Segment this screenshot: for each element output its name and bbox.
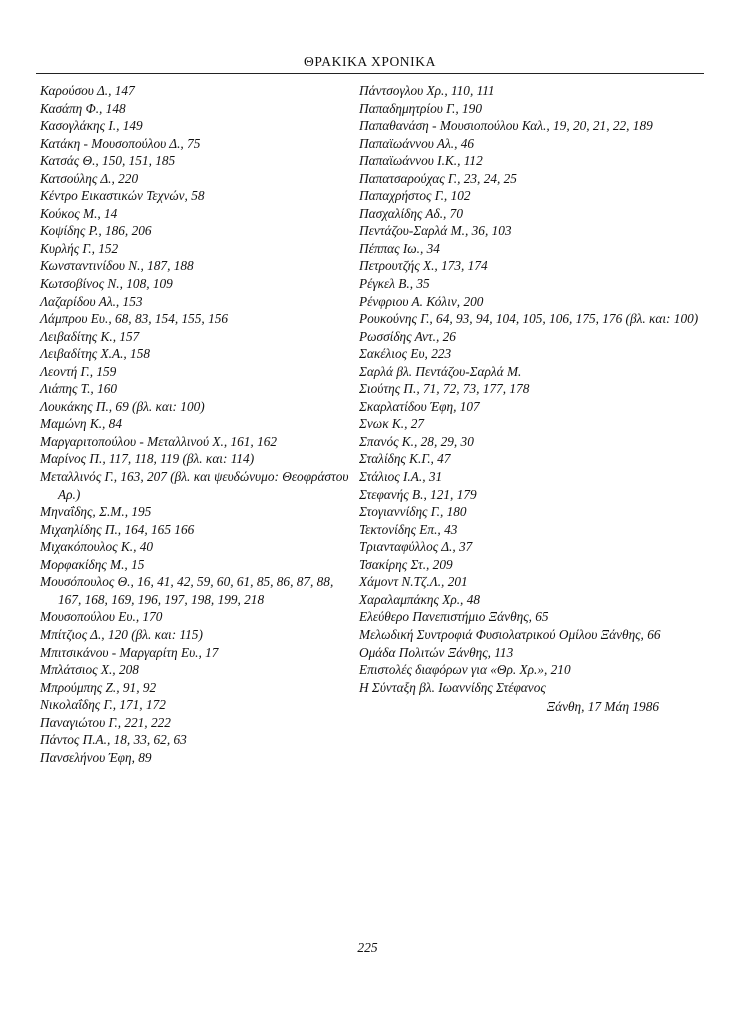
index-entry: Κωνσταντινίδου Ν., 187, 188 <box>40 258 194 274</box>
index-entry: Κούκος Μ., 14 <box>40 205 118 221</box>
index-entry: Σαρλά βλ. Πεντάζου-Σαρλά Μ. <box>359 363 522 379</box>
index-entry: Μαργαριτοπούλου - Μεταλλινού Χ., 161, 162 <box>40 433 278 449</box>
index-entry: Λεοντή Γ., 159 <box>40 363 117 379</box>
index-entry: Παναγιώτου Γ., 221, 222 <box>40 714 171 730</box>
index-entry: Παπαδημητρίου Γ., 190 <box>359 100 482 116</box>
index-entry: Χάμοντ Ν.Τζ.Λ., 201 <box>359 574 468 590</box>
index-entry: Τσακίρης Στ., 209 <box>359 556 453 572</box>
index-entry: Μεταλλινός Γ., 163, 207 (βλ. και ψευδώνυμο: Θεοφράστου Αρ.) <box>40 469 349 502</box>
index-entry: Μουσόπουλος Θ., 16, 41, 42, 59, 60, 61, 85, 86, 87, 88, 167, 168, 169, 196, 197, 198, 199, 218 <box>40 574 334 607</box>
index-entry: Κωτσοβίνος Ν., 108, 109 <box>40 276 173 292</box>
index-entry: Σκαρλατίδου Έφη, 107 <box>359 398 480 414</box>
index-column-left <box>40 82 358 766</box>
index-entry: Κατάκη - Μουσοπούλου Δ., 75 <box>40 135 201 151</box>
index-entry: Ομάδα Πολιτών Ξάνθης, 113 <box>359 644 514 660</box>
index-entry: Παπαϊωάννου Αλ., 46 <box>359 135 475 151</box>
index-entry: Μπιτσικάνου - Μαργαρίτη Ευ., 17 <box>40 644 219 660</box>
index-entry: Σπανός Κ., 28, 29, 30 <box>359 433 474 449</box>
index-entry: Μουσοπούλου Ευ., 170 <box>40 609 163 625</box>
index-entry: Νικολαΐδης Γ., 171, 172 <box>40 697 166 713</box>
index-entry: Πανσελήνου Έφη, 89 <box>40 749 152 765</box>
header-rule <box>36 73 704 74</box>
index-entry: Μπίτζιος Δ., 120 (βλ. και: 115) <box>40 626 203 642</box>
index-entry: Στογιαννίδης Γ., 180 <box>359 504 467 520</box>
index-entry: Κέντρο Εικαστικών Τεχνών, 58 <box>40 188 205 204</box>
index-entry: Κασογλάκης Ι., 149 <box>40 118 143 134</box>
index-entry: Παπαϊωάννου Ι.Κ., 112 <box>359 153 483 169</box>
index-entry: Μορφακίδης Μ., 15 <box>40 556 145 572</box>
index-entry: Σνωκ Κ., 27 <box>359 416 425 432</box>
index-entry: Μπρούμπης Ζ., 91, 92 <box>40 679 157 695</box>
index-entry: Καρούσου Δ., 147 <box>40 83 135 98</box>
index-entry: Κοψίδης Ρ., 186, 206 <box>40 223 152 239</box>
index-entry: Παπαθανάση - Μουσιοπούλου Καλ., 19, 20, 21, 22, 189 <box>359 118 653 134</box>
index-column-right <box>359 82 699 716</box>
index-entry: Λειβαδίτης Χ.Α., 158 <box>40 346 151 362</box>
index-entry: Κατσούλης Δ., 220 <box>40 170 139 186</box>
index-entry: Πάντσογλου Χρ., 110, 111 <box>359 83 495 98</box>
index-entry: Τριανταφύλλος Δ., 37 <box>359 539 473 555</box>
index-entry: Ελεύθερο Πανεπιστήμιο Ξάνθης, 65 <box>359 609 549 625</box>
index-entry: Κατσάς Θ., 150, 151, 185 <box>40 153 176 169</box>
index-entry: Λαζαρίδου Αλ., 153 <box>40 293 143 309</box>
index-entry: Σακέλιος Ευ, 223 <box>359 346 452 362</box>
index-entry: Λάμπρου Ευ., 68, 83, 154, 155, 156 <box>40 311 229 327</box>
index-entry: Σιούτης Π., 71, 72, 73, 177, 178 <box>359 381 530 397</box>
index-entry: Επιστολές διαφόρων για «Θρ. Χρ.», 210 <box>359 662 571 678</box>
index-entry: Η Σύνταξη βλ. Ιωαννίδης Στέφανος <box>359 679 546 695</box>
index-entry: Μαμώνη Κ., 84 <box>40 416 122 432</box>
index-entry: Ρουκούνης Γ., 64, 93, 94, 104, 105, 106, 175, 176 (βλ. και: 100) <box>359 311 699 327</box>
index-entry: Λουκάκης Π., 69 (βλ. και: 100) <box>40 398 205 414</box>
index-entry: Χαραλαμπάκης Χρ., 48 <box>359 591 480 607</box>
running-header: ΘΡΑΚΙΚΑ ΧΡΟΝΙΚΑ <box>304 54 436 69</box>
index-entry: Μαρίνος Π., 117, 118, 119 (βλ. και: 114) <box>40 451 255 467</box>
index-entry: Μελωδική Συντροφιά Φυσιολατρικού Ομίλου Ξάνθης, 66 <box>359 626 661 642</box>
index-entry: Ρωσσίδης Αντ., 26 <box>359 328 456 344</box>
index-entry: Πετρουτζής Χ., 173, 174 <box>359 258 488 274</box>
index-entry: Λειβαδίτης Κ., 157 <box>40 328 140 344</box>
index-entry: Πέππας Ιω., 34 <box>359 240 440 256</box>
index-entry: Λιάπης Τ., 160 <box>40 381 118 397</box>
index-entry: Ρέγκελ Β., 35 <box>359 276 430 292</box>
index-entry: Μπλάτσιος Χ., 208 <box>40 662 139 678</box>
index-entry: Μιχακόπουλος Κ., 40 <box>40 539 154 555</box>
signoff-place-date: Ξάνθη, 17 Μάη 1986 <box>546 699 659 715</box>
index-entry: Τεκτονίδης Επ., 43 <box>359 521 458 537</box>
index-entry: Στεφανής Β., 121, 179 <box>359 486 477 502</box>
index-entry: Παπατσαρούχας Γ., 23, 24, 25 <box>359 170 517 186</box>
index-entry: Κυρλής Γ., 152 <box>40 240 119 256</box>
index-entry: Ρένφριου Α. Κόλιν, 200 <box>359 293 484 309</box>
index-entry: Σταλίδης Κ.Γ., 47 <box>359 451 451 467</box>
index-entry: Πασχαλίδης Αδ., 70 <box>359 205 463 221</box>
index-entry: Παπαχρήστος Γ., 102 <box>359 188 471 204</box>
page-number: 225 <box>357 940 378 955</box>
index-entry: Κασάπη Φ., 148 <box>40 100 126 116</box>
index-entry: Μηναΐδης, Σ.Μ., 195 <box>40 504 152 520</box>
index-entry: Στάλιος Ι.Α., 31 <box>359 469 443 485</box>
index-entry: Πάντος Π.Α., 18, 33, 62, 63 <box>40 732 187 748</box>
index-entry: Μιχαηλίδης Π., 164, 165 166 <box>40 521 195 537</box>
index-entry: Πεντάζου-Σαρλά Μ., 36, 103 <box>359 223 512 239</box>
